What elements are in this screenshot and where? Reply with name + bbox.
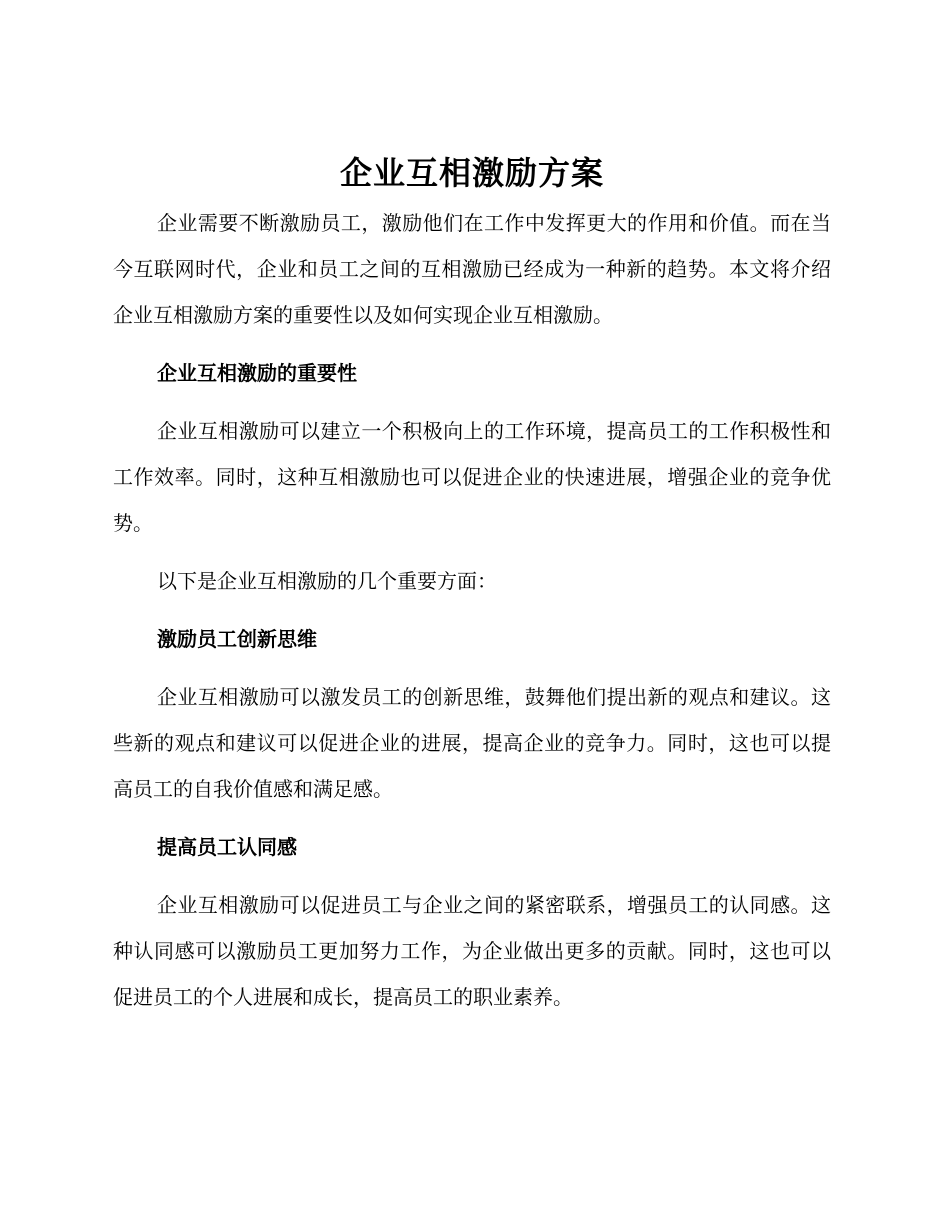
spacer bbox=[113, 812, 831, 824]
spacer bbox=[113, 662, 831, 674]
spacer bbox=[113, 870, 831, 882]
spacer bbox=[113, 546, 831, 558]
spacer bbox=[113, 604, 831, 616]
importance-paragraph: 企业互相激励可以建立一个积极向上的工作环境，提高员工的工作积极性和工作效率。同时，这种互相激励也可以促进企业的快速进展，增强企业的竞争优势。 bbox=[113, 419, 831, 535]
document-page bbox=[113, 150, 831, 1020]
spacer bbox=[113, 338, 831, 350]
intro-paragraph: 企业需要不断激励员工，激励他们在工作中发挥更大的作用和价值。而在当今互联网时代，企业和员工之间的互相激励已经成为一种新的趋势。本文将介绍企业互相激励方案的重要性以及如何实现企业互相激励。 bbox=[113, 211, 831, 327]
section-heading-importance: 企业互相激励的重要性 bbox=[157, 361, 357, 385]
innovation-paragraph: 企业互相激励可以激发员工的创新思维，鼓舞他们提出新的观点和建议。这些新的观点和建议可以促进企业的进展，提高企业的竞争力。同时，这也可以提高员工的自我价值感和满足感。 bbox=[113, 685, 831, 801]
section-heading-innovation: 激励员工创新思维 bbox=[157, 627, 317, 651]
section-heading-identity: 提高员工认同感 bbox=[157, 835, 297, 859]
aspects-lead-in: 以下是企业互相激励的几个重要方面： bbox=[157, 569, 497, 593]
spacer bbox=[113, 396, 831, 408]
identity-paragraph: 企业互相激励可以促进员工与企业之间的紧密联系，增强员工的认同感。这种认同感可以激励员工更加努力工作，为企业做出更多的贡献。同时，这也可以促进员工的个人进展和成长，提高员工的职业素养。 bbox=[113, 893, 831, 1009]
document-title: 企业互相激励方案 bbox=[339, 154, 604, 192]
